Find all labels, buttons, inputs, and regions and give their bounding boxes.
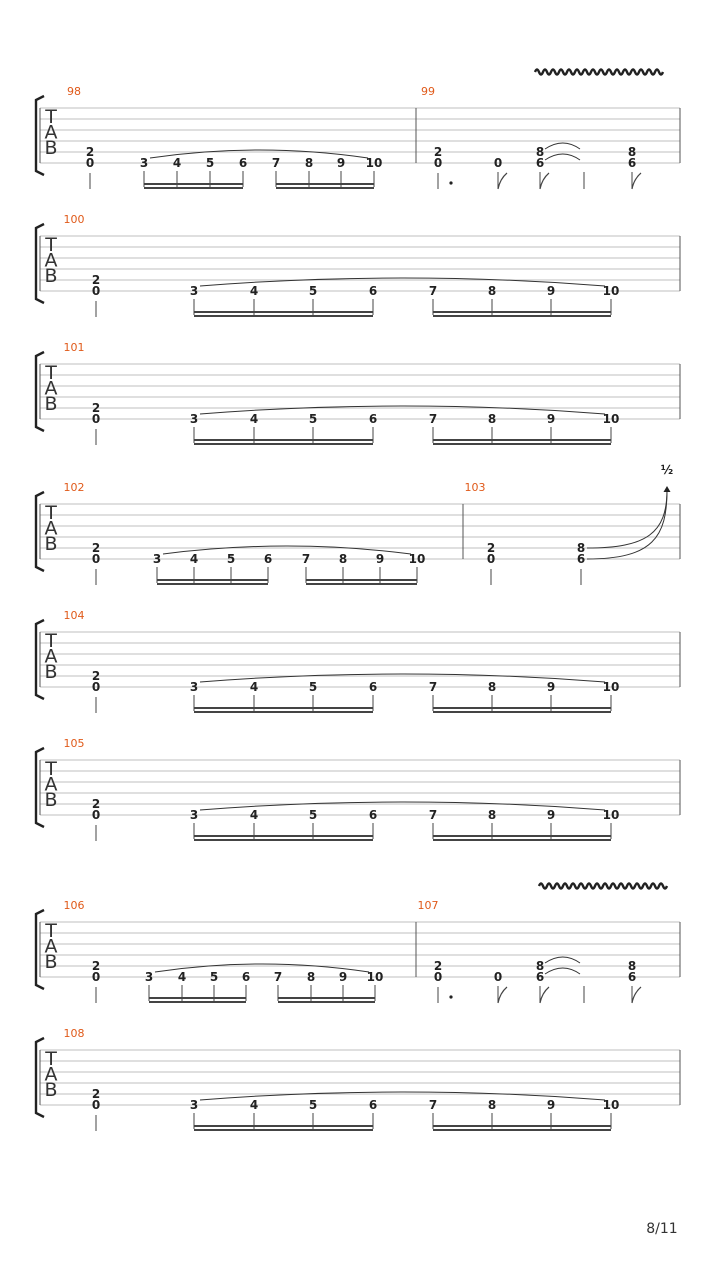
fret-number: 6 — [368, 284, 378, 298]
tab-system-s4 — [36, 463, 680, 585]
fret-number: 3 — [189, 284, 199, 298]
tab-clef-letter: T — [45, 502, 57, 524]
note-flag — [498, 987, 507, 1003]
fret-number: 10 — [408, 552, 426, 566]
tab-system-s1 — [36, 70, 680, 190]
fret-number: 2 — [91, 959, 101, 973]
tab-clef-letter: T — [45, 106, 57, 128]
fret-number: 6 — [627, 156, 637, 170]
vibrato-wave — [539, 884, 667, 889]
dot — [449, 181, 452, 184]
fret-number: 5 — [209, 970, 219, 984]
fret-number: 3 — [189, 808, 199, 822]
fret-number: 9 — [546, 412, 556, 426]
tab-clef-letter: A — [44, 645, 58, 668]
fret-number: 3 — [139, 156, 149, 170]
note-flag — [632, 173, 641, 189]
slur — [155, 964, 369, 972]
fret-number: 4 — [249, 284, 259, 298]
page-number: 8/11 — [646, 1221, 678, 1237]
fret-number: 4 — [249, 808, 259, 822]
fret-number: 2 — [91, 797, 101, 811]
fret-number: 8 — [487, 1098, 497, 1112]
tab-system-s5 — [36, 609, 680, 713]
tab-clef-letter: A — [44, 1063, 58, 1086]
tie — [545, 957, 580, 963]
tab-system-s3 — [36, 341, 680, 445]
fret-number: 10 — [602, 680, 620, 694]
fret-number: 2 — [433, 959, 443, 973]
fret-number: 0 — [91, 552, 101, 566]
tab-clef-letter: B — [44, 1079, 58, 1101]
fret-number: 2 — [85, 145, 95, 159]
slur — [163, 546, 411, 554]
fret-number: 8 — [487, 284, 497, 298]
fret-number: 3 — [189, 680, 199, 694]
tab-clef-letter: A — [44, 517, 58, 540]
tab-clef-letter: B — [44, 137, 58, 159]
measure-number: 108 — [63, 1027, 85, 1040]
tab-system-s7 — [36, 884, 680, 1004]
fret-number: 7 — [301, 552, 311, 566]
fret-number: 0 — [433, 156, 443, 170]
fret-number: 5 — [308, 412, 318, 426]
fret-number: 10 — [365, 156, 383, 170]
tab-clef-letter: T — [45, 1048, 57, 1070]
tab-clef-letter: A — [44, 249, 58, 272]
fret-number: 6 — [627, 970, 637, 984]
fret-number: 2 — [91, 669, 101, 683]
fret-number: 9 — [546, 680, 556, 694]
note-flag — [540, 173, 549, 189]
tab-clef-letter: A — [44, 773, 58, 796]
fret-number: 6 — [241, 970, 251, 984]
note-flag — [498, 173, 507, 189]
fret-number: 10 — [366, 970, 384, 984]
fret-number: 0 — [486, 552, 496, 566]
fret-number: 9 — [546, 1098, 556, 1112]
measure-number: 101 — [63, 341, 85, 354]
fret-number: 6 — [576, 552, 586, 566]
fret-number: 6 — [238, 156, 248, 170]
tie — [545, 154, 580, 160]
fret-number: 0 — [433, 970, 443, 984]
slur — [200, 674, 605, 682]
fret-number: 4 — [249, 412, 259, 426]
slur — [200, 278, 605, 286]
fret-number: 4 — [249, 1098, 259, 1112]
fret-number: 6 — [368, 412, 378, 426]
tab-clef-letter: A — [44, 377, 58, 400]
fret-number: 2 — [91, 1087, 101, 1101]
fret-number: 3 — [189, 1098, 199, 1112]
fret-number: 5 — [205, 156, 215, 170]
fret-number: 8 — [535, 145, 545, 159]
fret-number: 0 — [85, 156, 95, 170]
fret-number: 0 — [91, 970, 101, 984]
tab-clef-letter: A — [44, 935, 58, 958]
tab-clef-letter: B — [44, 533, 58, 555]
fret-number: 6 — [368, 1098, 378, 1112]
fret-number: 0 — [91, 680, 101, 694]
measure-number: 107 — [417, 899, 439, 912]
fret-number: 3 — [152, 552, 162, 566]
tab-system-s2 — [36, 213, 680, 317]
fret-number: 4 — [172, 156, 182, 170]
tab-clef-letter: T — [45, 362, 57, 384]
slur — [200, 1092, 605, 1100]
fret-number: 5 — [308, 1098, 318, 1112]
fret-number: 7 — [428, 284, 438, 298]
dot — [449, 995, 452, 998]
fret-number: 2 — [91, 401, 101, 415]
measure-number: 98 — [67, 85, 81, 98]
fret-number: 2 — [433, 145, 443, 159]
tie — [545, 143, 580, 149]
fret-number: 10 — [602, 808, 620, 822]
tab-clef-letter: T — [45, 234, 57, 256]
bend-arrow — [664, 486, 671, 492]
tab-system-s6 — [36, 737, 680, 841]
fret-number: 9 — [546, 284, 556, 298]
tab-clef-letter: B — [44, 661, 58, 683]
fret-number: 0 — [493, 156, 503, 170]
fret-number: 8 — [304, 156, 314, 170]
fret-number: 0 — [91, 808, 101, 822]
bend-curve — [587, 490, 667, 559]
fret-number: 8 — [487, 412, 497, 426]
fret-number: 8 — [338, 552, 348, 566]
tie — [545, 968, 580, 974]
fret-number: 8 — [487, 808, 497, 822]
fret-number: 10 — [602, 1098, 620, 1112]
tab-system-s8 — [36, 1027, 680, 1131]
slur — [200, 802, 605, 810]
fret-number: 7 — [428, 1098, 438, 1112]
fret-number: 4 — [249, 680, 259, 694]
fret-number: 6 — [263, 552, 273, 566]
fret-number: 7 — [271, 156, 281, 170]
measure-number: 104 — [63, 609, 85, 622]
fret-number: 3 — [144, 970, 154, 984]
note-flag — [540, 987, 549, 1003]
fret-number: 9 — [338, 970, 348, 984]
bend-amount-label: ½ — [660, 463, 674, 477]
fret-number: 8 — [576, 541, 586, 555]
tab-clef-letter: B — [44, 789, 58, 811]
fret-number: 6 — [368, 680, 378, 694]
fret-number: 0 — [91, 284, 101, 298]
tab-clef-letter: A — [44, 121, 58, 144]
measure-number: 100 — [63, 213, 85, 226]
measure-number: 106 — [63, 899, 85, 912]
fret-number: 7 — [428, 808, 438, 822]
fret-number: 6 — [368, 808, 378, 822]
fret-number: 10 — [602, 412, 620, 426]
fret-number: 5 — [308, 808, 318, 822]
fret-number: 2 — [91, 541, 101, 555]
tab-clef-letter: B — [44, 951, 58, 973]
fret-number: 2 — [91, 273, 101, 287]
tab-clef-letter: T — [45, 630, 57, 652]
fret-number: 7 — [273, 970, 283, 984]
tab-clef-letter: B — [44, 265, 58, 287]
fret-number: 8 — [306, 970, 316, 984]
fret-number: 7 — [428, 680, 438, 694]
vibrato-wave — [535, 70, 663, 75]
fret-number: 0 — [91, 1098, 101, 1112]
fret-number: 8 — [627, 145, 637, 159]
fret-number: 3 — [189, 412, 199, 426]
slur — [200, 406, 605, 414]
tab-clef-letter: T — [45, 758, 57, 780]
fret-number: 8 — [627, 959, 637, 973]
note-flag — [632, 987, 641, 1003]
fret-number: 9 — [546, 808, 556, 822]
fret-number: 8 — [487, 680, 497, 694]
tab-clef-letter: B — [44, 393, 58, 415]
measure-number: 102 — [63, 481, 85, 494]
fret-number: 8 — [535, 959, 545, 973]
fret-number: 5 — [226, 552, 236, 566]
measure-number: 103 — [464, 481, 486, 494]
fret-number: 6 — [535, 156, 545, 170]
fret-number: 9 — [375, 552, 385, 566]
measure-number: 105 — [63, 737, 85, 750]
fret-number: 4 — [189, 552, 199, 566]
fret-number: 5 — [308, 284, 318, 298]
slur — [150, 150, 368, 158]
fret-number: 4 — [177, 970, 187, 984]
measure-number: 99 — [421, 85, 435, 98]
fret-number: 0 — [493, 970, 503, 984]
fret-number: 2 — [486, 541, 496, 555]
fret-number: 9 — [336, 156, 346, 170]
fret-number: 7 — [428, 412, 438, 426]
tab-clef-letter: T — [45, 920, 57, 942]
fret-number: 6 — [535, 970, 545, 984]
fret-number: 0 — [91, 412, 101, 426]
fret-number: 5 — [308, 680, 318, 694]
fret-number: 10 — [602, 284, 620, 298]
